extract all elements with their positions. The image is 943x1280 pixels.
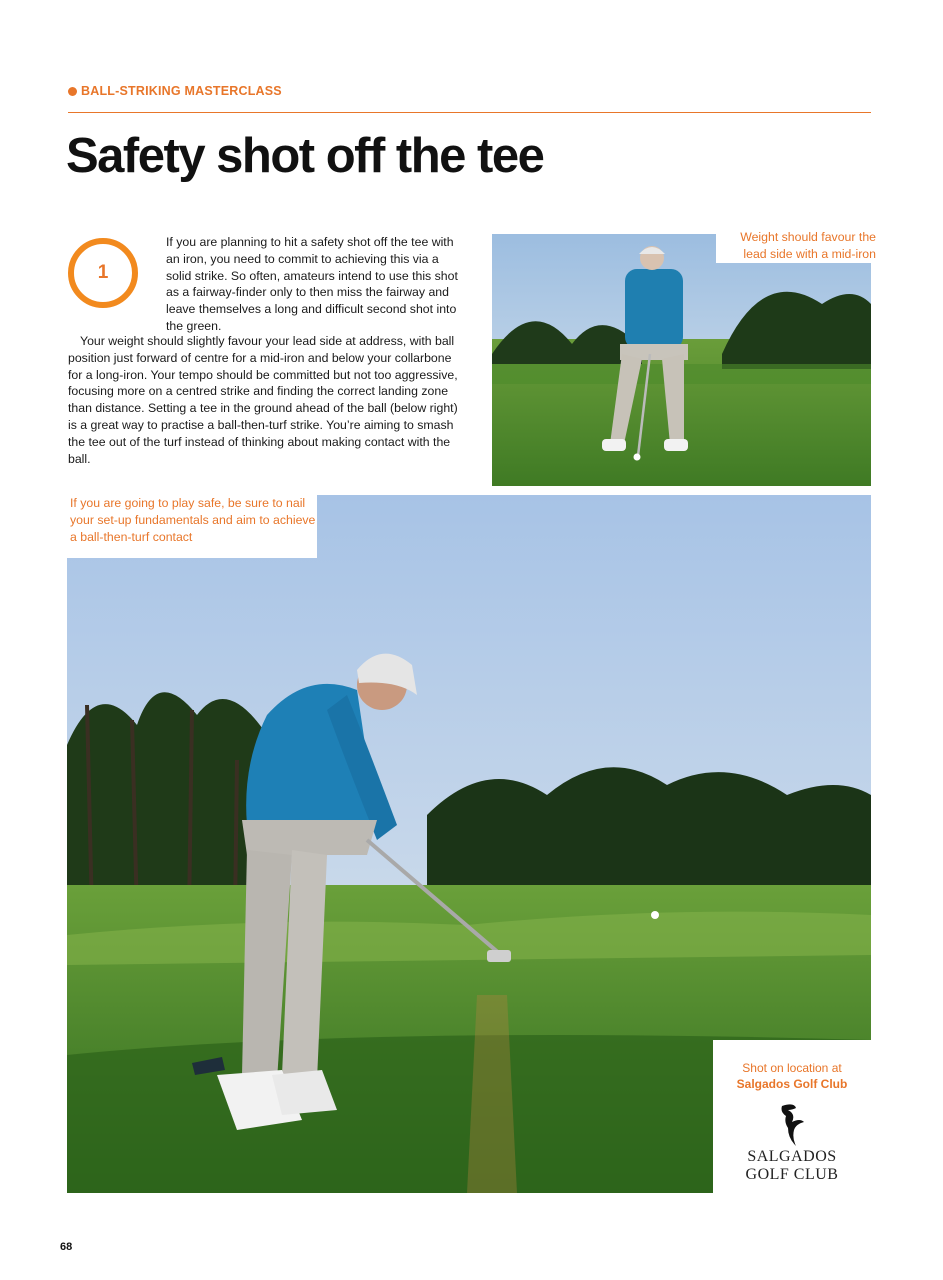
section-kicker — [68, 84, 282, 98]
body-paragraph-2: Your weight should slightly favour your lead side at address, with ball position just forward of centre for a mid-iron and below your collarbone for a long-iron. Your tempo should be committed but not too aggressive, focusing more on a centred strike and finding the correct landing zone than distance. Setting a tee in the ground ahead of the ball (below right) is a great way to practise a ball-then-turf strike. You’re aiming to smash the tee out of the turf instead of thinking about making contact with the ball. — [68, 334, 458, 466]
step-number: 1 — [97, 262, 109, 283]
location-venue: Salgados Golf Club — [736, 1077, 848, 1091]
setup-caption: If you are going to play safe, be sure to nail your set-up fundamentals and aim to achieve a ball-then-turf contact — [67, 495, 317, 558]
section-kicker-text: BALL-STRIKING MASTERCLASS — [81, 84, 282, 98]
bird-logo-icon — [713, 1102, 871, 1148]
page-title: Safety shot off the tee — [66, 129, 544, 183]
logo-line-2: GOLF CLUB — [745, 1166, 839, 1183]
step-number-badge — [68, 238, 138, 308]
body-paragraph-1: If you are planning to hit a safety shot off the tee with an iron, you need to commit to achieving this via a solid strike. So often, amateurs intend to use this shot as a fairway-finder only to then miss the fairway and leave themselves a long and difficult second shot into the green. — [166, 235, 458, 333]
page-number: 68 — [60, 1241, 73, 1253]
header-rule — [68, 112, 871, 113]
logo-line-1: SALGADOS — [747, 1148, 837, 1165]
address-photo — [492, 234, 871, 486]
bullet-dot-icon — [68, 87, 77, 96]
address-caption: Weight should favour the lead side with a mid-iron — [716, 229, 880, 263]
location-intro: Shot on location at — [742, 1061, 842, 1075]
location-credit — [713, 1040, 871, 1200]
